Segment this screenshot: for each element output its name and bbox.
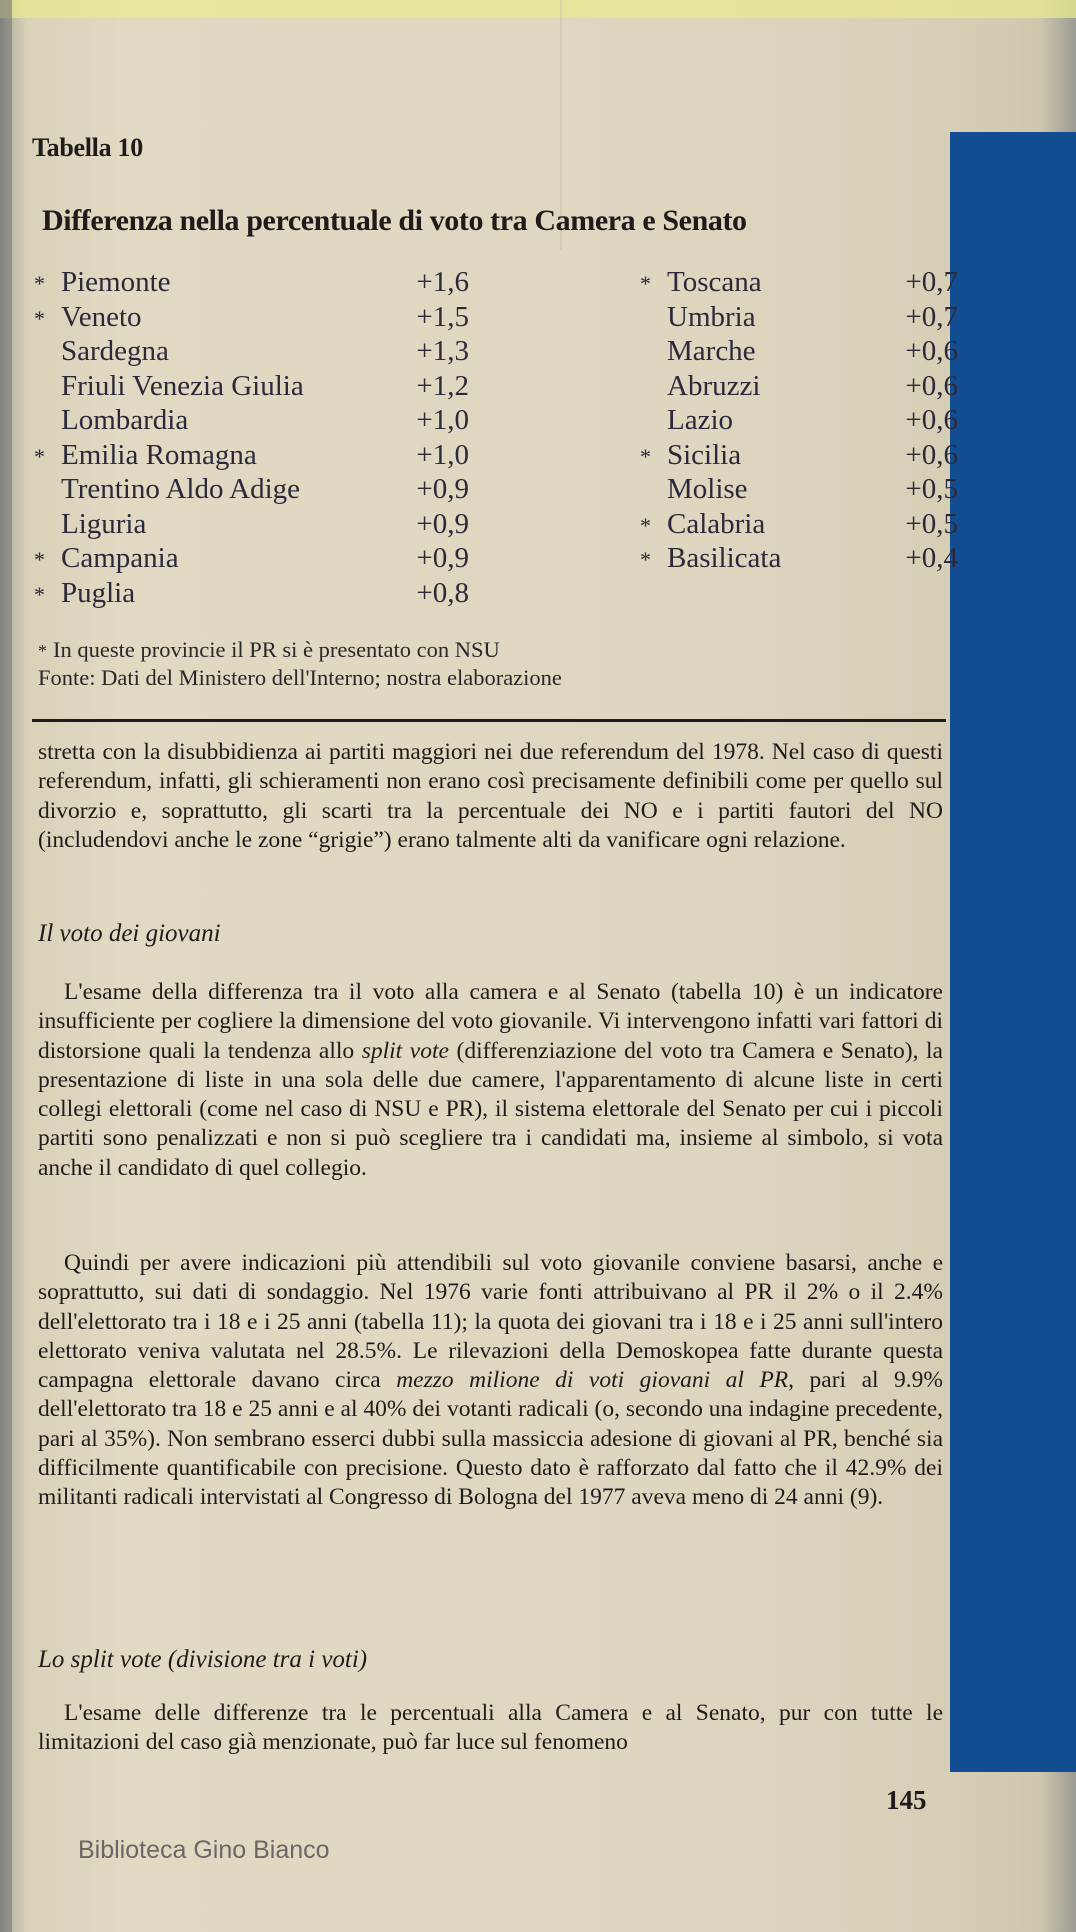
table-row (640, 265, 958, 300)
binding-shadow (0, 0, 12, 1932)
table-label: Tabella 10 (32, 133, 143, 162)
heading-split-vote: Lo split vote (divisione tra i voti) (38, 1646, 368, 1673)
region-name: Abruzzi (667, 369, 761, 402)
asterisk-marker: * (640, 271, 651, 296)
paragraph-4-text: L'esame delle differenze tra le percentuali alla Camera e al Senato, pur con tutte le limitazioni del caso già menzionate, può far luce sul fenomeno (38, 1700, 943, 1756)
table-row (640, 541, 958, 576)
region-name: Campania (61, 542, 179, 574)
table-row (34, 438, 469, 473)
difference-value: +1,0 (416, 438, 469, 471)
paragraph-2-text-a: L'esame della differenza tra il voto alla camera e al Senato (tabella 10) è un indicatore insufficiente per cogliere la dimensione del voto giovanile. Vi intervengono infatti vari fattori di distorsione quali la tendenza allo (38, 979, 943, 1064)
table-row (640, 438, 958, 473)
difference-value: +0,6 (905, 335, 958, 367)
difference-value: +0,7 (905, 266, 958, 298)
region-name: Marche (667, 335, 756, 367)
difference-value: +0,7 (905, 300, 958, 333)
difference-value: +1,3 (416, 335, 469, 367)
library-watermark: Biblioteca Gino Bianco (78, 1836, 330, 1864)
asterisk-marker: * (34, 443, 45, 469)
region-name: Sardegna (61, 335, 169, 367)
paragraph-1-text: stretta con la disubbidienza ai partiti maggiori nei due referendum del 1978. Nel caso di questi referendum, infatti, gli schieramenti non erano così precisamente definibili come per quello sul divorzio e, soprattutto, gli scarti tra la percentuale dei NO e i partiti fautori del NO (includendovi anche le zone “grigie”) erano talmente alti da vanificare ogni relazione. (38, 739, 943, 853)
region-name: Lombardia (61, 404, 189, 436)
difference-value: +0,6 (905, 438, 958, 471)
page-number: 145 (886, 1785, 927, 1815)
table-row (34, 472, 469, 507)
difference-value: +0,4 (905, 542, 958, 574)
heading-voto-giovani: Il voto dei giovani (38, 920, 221, 947)
section-divider (32, 719, 946, 722)
paragraph-3 (38, 1249, 943, 1513)
difference-value: +0,9 (416, 542, 469, 574)
table-row (640, 472, 958, 507)
difference-value: +0,8 (416, 576, 469, 609)
difference-value: +0,9 (416, 507, 469, 540)
table-row (640, 369, 958, 404)
difference-value: +0,9 (416, 473, 469, 505)
table-row (640, 507, 958, 542)
asterisk-marker: * (640, 512, 651, 538)
difference-value: +1,2 (416, 369, 469, 402)
asterisk-marker: * (34, 271, 45, 296)
region-name: Lazio (667, 404, 734, 436)
region-name: Friuli Venezia Giulia (61, 369, 304, 402)
scan-top-edge (0, 0, 1076, 18)
region-name: Piemonte (61, 266, 171, 298)
blue-thumb-tab (950, 132, 1076, 1772)
paragraph-1 (38, 738, 943, 855)
difference-value: +0,5 (905, 473, 958, 505)
difference-value: +0,6 (905, 404, 958, 436)
table-row (34, 265, 469, 300)
table-source: Fonte: Dati del Ministero dell'Interno; nostra elaborazione (38, 665, 562, 690)
paragraph-4 (38, 1699, 943, 1758)
region-name: Sicilia (667, 438, 742, 471)
difference-value: +0,5 (905, 507, 958, 540)
paragraph-2-text-b: (differenziazione del voto tra Camera e Senato), la presentazione di liste in una sola delle due camere, l'apparentamento di alcune liste in certi collegi elettorali (come nel caso di NSU e PR), il sistema elettorale del Senato per cui i piccoli partiti sono penalizzati e non si può scegliere tra i candidati ma, insieme al simbolo, si vota anche il candidato di quel collegio. (38, 1037, 943, 1181)
table-left-column (34, 265, 469, 610)
table-footnote (38, 636, 500, 665)
region-name: Veneto (61, 300, 142, 333)
paragraph-3-italic: mezzo milione di voti giovani al PR (396, 1367, 789, 1394)
asterisk-marker: * (640, 547, 651, 572)
table-row (34, 507, 469, 542)
table-row (640, 334, 958, 369)
region-name: Puglia (61, 576, 136, 609)
asterisk-marker: * (34, 305, 45, 331)
table-title: Differenza nella percentuale di voto tra Camera e Senato (42, 204, 747, 237)
region-name: Toscana (667, 266, 762, 298)
asterisk-marker: * (640, 443, 651, 469)
region-name: Basilicata (667, 542, 782, 574)
table-row (34, 403, 469, 438)
asterisk-marker: * (34, 581, 45, 607)
table-row (34, 334, 469, 369)
region-name: Liguria (61, 507, 147, 540)
footnote-asterisk: * (38, 641, 47, 661)
region-name: Molise (667, 473, 748, 505)
table-row (34, 541, 469, 576)
paragraph-3-text-a: Quindi per avere indicazioni più attendibili sul voto giovanile conviene basarsi, anche e soprattutto, sui dati di sondaggio. Nel 1976 varie fonti attribuivano al PR il 2% o il 2.4% dell'elettorato tra i 18 e i 25 anni (tabella 11); la quota dei giovani tra i 18 e i 25 anni sull'intero elettorato veniva valutata nel 28.5%. Le rilevazioni della Demoskopea fatte durante questa campagna elettorale davano circa (38, 1250, 943, 1394)
difference-value: +1,6 (416, 266, 469, 298)
region-name: Emilia Romagna (61, 438, 257, 471)
region-name: Umbria (667, 300, 756, 333)
difference-value: +1,5 (416, 300, 469, 333)
difference-value: +1,0 (416, 404, 469, 436)
table-row (640, 300, 958, 335)
paragraph-3-text-b: , pari al 9.9% dell'elettorato tra 18 e 25 anni e al 40% dei votanti radicali (o, secondo una indagine precedente, pari al 35%). Non sembrano esserci dubbi sulla massiccia adesione di giovani al PR, benché sia difficilmente quantificabile con precisione. Questo dato è rafforzato dal fatto che il 42.9% dei militanti radicali intervistati al Congresso di Bologna del 1977 aveva meno di 24 anni (9). (38, 1367, 944, 1511)
paragraph-2-italic: split vote (361, 1037, 449, 1064)
table-row (640, 403, 958, 438)
paragraph-2 (38, 978, 943, 1183)
difference-value: +0,6 (905, 369, 958, 402)
region-name: Calabria (667, 507, 766, 540)
table-row (34, 369, 469, 404)
table-row (34, 576, 469, 611)
table-row (34, 300, 469, 335)
asterisk-marker: * (34, 547, 45, 572)
region-name: Trentino Aldo Adige (61, 473, 301, 505)
footnote-text: In queste provincie il PR si è presentato con NSU (53, 637, 500, 662)
table-right-column (640, 265, 958, 576)
